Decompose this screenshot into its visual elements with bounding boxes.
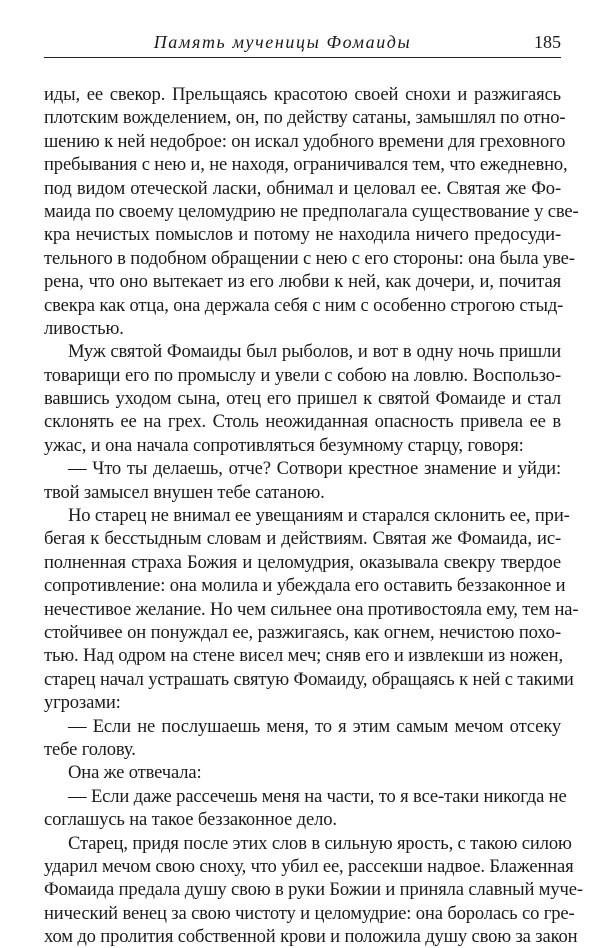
text-line: твой замысел внушен тебе сатаною.: [44, 481, 561, 504]
text-line: шению к ней недоброе: он искал удобного времени для греховного: [44, 130, 561, 153]
text-line: рена, что оно вытекает из его любви к ней, как дочери, и, почитая: [44, 270, 561, 293]
text-line: нический венец за свою чистоту и целомудрие: она боролась со гре-: [44, 902, 561, 925]
paragraph: [44, 761, 561, 784]
paragraph: [44, 504, 561, 715]
text-line: кра нечистых помыслов и потому не находила ничего предосуди-: [44, 223, 561, 246]
text-line: — Что ты делаешь, отче? Сотвори крестное знамение и уйди:: [44, 457, 561, 480]
text-line: стойчивее он понуждал ее, разжигаясь, как огнем, нечистою похо-: [44, 621, 561, 644]
text-line: тельного в подобном обращении с нею с его стороны: она была уве-: [44, 247, 561, 270]
text-line: склонять ее на грех. Столь неожиданная опасность привела ее в: [44, 410, 561, 433]
text-line: тью. Над одром на стене висел меч; сняв его и извлекши из ножен,: [44, 644, 561, 667]
paragraph: [44, 715, 561, 762]
page-header: [44, 30, 561, 58]
text-line: иды, ее свекор. Прельщаясь красотою своей снохи и разжигаясь: [44, 83, 561, 106]
text-line: свекра как отца, она держала себя с ним с особенно строгою стыд-: [44, 294, 561, 317]
text-line: соглашусь на такое беззаконное дело.: [44, 808, 561, 831]
text-line: — Если даже рассечешь меня на части, то я все-таки никогда не: [44, 785, 561, 808]
running-title: Память мученицы Фомаиды: [44, 32, 561, 53]
text-line: нечестивое желание. Но чем сильнее она противостояла ему, тем на-: [44, 598, 561, 621]
text-line: Она же отвечала:: [44, 761, 561, 784]
text-line: Но старец не внимал ее увещаниям и старался склонить ее, при-: [44, 504, 561, 527]
text-line: плотским вожделением, он, по действу сатаны, замышлял по отно-: [44, 106, 561, 129]
text-line: полненная страха Божия и целомудрия, оказывала свекру твердое: [44, 551, 561, 574]
text-line: тебе голову.: [44, 738, 561, 761]
text-line: — Если не послушаешь меня, то я этим самым мечом отсеку: [44, 715, 561, 738]
text-line: пребывания с нею и, не находя, ограничивался тем, что ежедневно,: [44, 153, 561, 176]
text-line: ударил мечом свою сноху, что убил ее, рассекши надвое. Блаженная: [44, 855, 561, 878]
text-line: бегая к бесстыдным словам и действиям. Святая же Фомаида, ис-: [44, 527, 561, 550]
text-line: Старец, придя после этих слов в сильную ярость, с такою силою: [44, 832, 561, 855]
paragraph: [44, 457, 561, 504]
text-line: сопротивление: она молила и убеждала его оставить беззаконное и: [44, 574, 561, 597]
paragraph: [44, 340, 561, 457]
text-line: маида по своему целомудрию не предполагала существование у све-: [44, 200, 561, 223]
text-line: товарищи его по промыслу и увели с собою на ловлю. Воспользо-: [44, 364, 561, 387]
paragraph: [44, 832, 561, 948]
text-line: вавшись уходом сына, отец его пришел к святой Фомаиде и стал: [44, 387, 561, 410]
text-line: Муж святой Фомаиды был рыболов, и вот в одну ночь пришли: [44, 340, 561, 363]
text-line: старец начал устрашать святую Фомаиду, обращаясь к ней с такими: [44, 668, 561, 691]
paragraph: [44, 83, 561, 340]
text-line: хом до пролития собственной крови и положила душу свою за закон: [44, 925, 561, 948]
text-line: Фомаида предала душу свою в руки Божии и приняла славный муче-: [44, 878, 561, 901]
paragraph: [44, 785, 561, 832]
page-body: [44, 83, 561, 948]
text-line: ливостью.: [44, 317, 561, 340]
page-number: 185: [534, 32, 561, 53]
text-line: угрозами:: [44, 691, 561, 714]
text-line: ужас, и она начала сопротивляться безумному старцу, говоря:: [44, 434, 561, 457]
text-line: под видом отеческой ласки, обнимал и целовал ее. Святая же Фо-: [44, 177, 561, 200]
